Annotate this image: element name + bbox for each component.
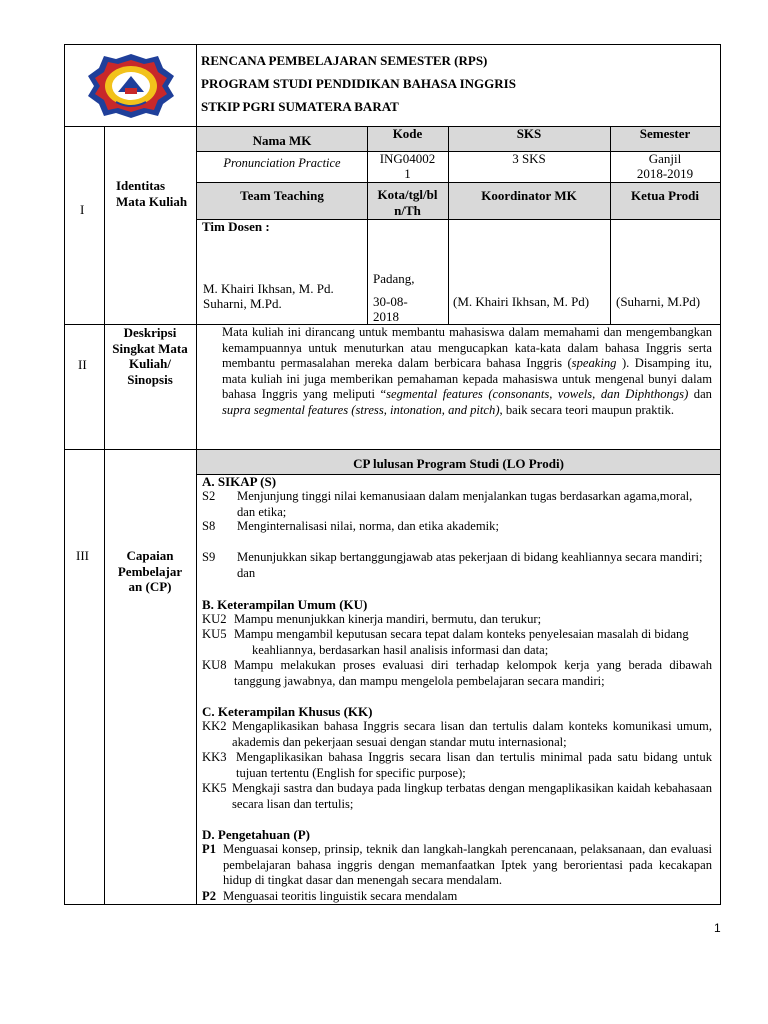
table-line-row2	[196, 182, 721, 183]
p2-text: Menguasai teoritis linguistik secara mendalam	[223, 889, 458, 903]
title-institution: STKIP PGRI SUMATERA BARAT	[201, 99, 399, 114]
ku-ku5	[202, 627, 712, 658]
tgl-value-line2: 2018	[373, 309, 399, 324]
tim-dosen-label: Tim Dosen :	[202, 219, 270, 234]
semester-value-line1: Ganjil	[648, 151, 682, 166]
synopsis-part-b: ). Disamping itu, mata kuliah ini juga memberikan pemahaman kepada mahasiswa untuk mengenal bunyi dalam bahasa Inggris yang meliputi “	[222, 356, 712, 402]
kk-kk2	[202, 719, 712, 750]
ketua-prodi-value: (Suharni, M.Pd)	[616, 294, 701, 309]
col-sks: SKS	[516, 126, 542, 141]
page-number: 1	[714, 921, 721, 935]
tgl-value-line1: 30-08-	[373, 294, 408, 309]
kk3-text: Mengaplikasikan bahasa Inggris secara lisan dan tertulis minimal pada satu bidang untuk tujuan tertentu (English for specific purpose);	[236, 750, 712, 780]
section1-label: Identitas Mata Kuliah	[116, 178, 188, 209]
col-koordinator: Koordinator MK	[481, 188, 577, 203]
table-border-left	[64, 44, 65, 905]
s9-code: S9	[202, 550, 216, 564]
p1-text: Menguasai konsep, prinsip, teknik dan langkah-langkah perencanaan, pelaksanaan, dan evaluasi pembelajaran bahasa inggris dengan memanfaatkan Iptek yang berorientasi pada kecakapan hidup di tingkat dasar dan menengah secara mendalam.	[223, 842, 712, 888]
ku-ku2	[202, 612, 712, 628]
kk-title: C. Keterampilan Khusus (KK)	[202, 704, 373, 719]
nama-mk-value: Pronunciation Practice	[223, 156, 341, 170]
stkip-pgri-logo	[86, 52, 176, 120]
p-title: D. Pengetahuan (P)	[202, 827, 310, 842]
ku5-text: Mampu mengambil keputusan secara tepat dalam konteks penyelesaian masalah di bidang keahliannya, berdasarkan hasil analisis informasi dan data;	[234, 627, 689, 657]
kk-kk5	[202, 781, 712, 812]
s8-code: S8	[202, 519, 216, 533]
p-p1	[202, 842, 712, 889]
kk2-code: KK2	[202, 719, 227, 733]
table-border-top	[64, 44, 721, 45]
koordinator-value: (M. Khairi Ikhsan, M. Pd)	[453, 294, 590, 309]
ku2-code: KU2	[202, 612, 227, 626]
synopsis-part-d: , baik secara teori maupun praktik.	[499, 402, 675, 417]
section3-label: Capaian Pembelajar an (CP)	[117, 548, 183, 595]
col-semester: Semester	[639, 126, 691, 141]
synopsis-part-c: dan	[688, 387, 712, 402]
dosen-1: M. Khairi Ikhsan, M. Pd.	[203, 281, 334, 296]
kk3-code: KK3	[202, 750, 227, 764]
s2-code: S2	[202, 489, 216, 503]
kode-value-line1: ING04002	[379, 151, 436, 166]
ku8-text: Mampu melakukan proses evaluasi diri terhadap kelompok kerja yang berada dibawah tanggung jawabnya, dan mampu mengelola pembelajaran secara mandiri;	[234, 658, 712, 688]
synopsis-text	[222, 325, 712, 419]
synopsis-segmental: segmental features (consonants, vowels, dan Diphthongs)	[386, 387, 689, 402]
title-rps: RENCANA PEMBELAJARAN SEMESTER (RPS)	[201, 53, 488, 68]
p1-code: P1	[202, 842, 216, 856]
ku2-text: Mampu menunjukkan kinerja mandiri, bermutu, dan terukur;	[234, 612, 542, 626]
ku-title: B. Keterampilan Umum (KU)	[202, 597, 368, 612]
sikap-s9	[202, 550, 712, 581]
sikap-s2	[202, 489, 712, 520]
cp-header: CP lulusan Program Studi (LO Prodi)	[353, 456, 564, 471]
synopsis-part-a: Mata kuliah ini dirancang untuk membantu mahasiswa dalam memahami dan mengembangkan kemampuannya untuk menuturkan atau mengucapkan kata-kata dalam bahasa Inggris serta membantu permasalahan mereka dalam berbicara bahasa Inggris (	[222, 325, 712, 371]
kode-value-line2: 1	[404, 166, 411, 181]
sikap-s8	[202, 519, 712, 535]
kk5-code: KK5	[202, 781, 227, 795]
p-p2	[202, 889, 712, 905]
table-line-num-col	[104, 126, 105, 905]
col-kode: Kode	[392, 126, 423, 141]
table-line-row3	[196, 219, 721, 220]
kota-value: Padang,	[373, 271, 415, 286]
ku8-code: KU8	[202, 658, 227, 672]
synopsis-supra: supra segmental features (stress, intonation, and pitch)	[222, 402, 500, 417]
s2-text: Menjunjung tinggi nilai kemanusiaan dalam menjalankan tugas berdasarkan agama,moral, dan etika;	[237, 489, 693, 519]
table-line-section3-top	[64, 449, 721, 450]
dosen-2: Suharni, M.Pd.	[203, 296, 282, 311]
col-kota-line2: n/Th	[394, 203, 421, 218]
s8-text: Menginternalisasi nilai, norma, dan etika akademik;	[237, 519, 499, 533]
kk2-text: Mengaplikasikan bahasa Inggris secara lisan dan tertulis dalam konteks komunikasi umum, akademis dan pekerjaan sesuai dengan standar mutu internasional;	[232, 719, 712, 749]
section2-number: II	[78, 357, 87, 372]
kk-kk3	[202, 750, 712, 781]
col-nama-mk: Nama MK	[252, 133, 312, 148]
s9-text: Menunjukkan sikap bertanggungjawab atas pekerjaan di bidang keahliannya secara mandiri; dan	[237, 550, 703, 580]
sikap-title: A. SIKAP (S)	[202, 474, 277, 489]
section2-label: Deskripsi Singkat Mata Kuliah/ Sinopsis	[112, 325, 188, 387]
synopsis-speaking: speaking	[571, 356, 617, 371]
section3-number: III	[76, 548, 89, 563]
col-kota-line1: Kota/tgl/bl	[377, 187, 438, 202]
ku-ku8	[202, 658, 712, 689]
section1-number: I	[80, 202, 85, 217]
ku5-code: KU5	[202, 627, 227, 641]
sks-value: 3 SKS	[512, 151, 546, 166]
kk5-text: Mengkaji sastra dan budaya pada lingkup terbatas dengan mengaplikasikan kaidah kebahasaan secara lisan dan tertulis;	[232, 781, 712, 811]
semester-value-line2: 2018-2019	[636, 166, 694, 181]
col-team-teaching: Team Teaching	[240, 188, 324, 203]
title-program-studi: PROGRAM STUDI PENDIDIKAN BAHASA INGGRIS	[201, 76, 516, 91]
col-ketua-prodi: Ketua Prodi	[630, 188, 699, 203]
p2-code: P2	[202, 889, 216, 903]
